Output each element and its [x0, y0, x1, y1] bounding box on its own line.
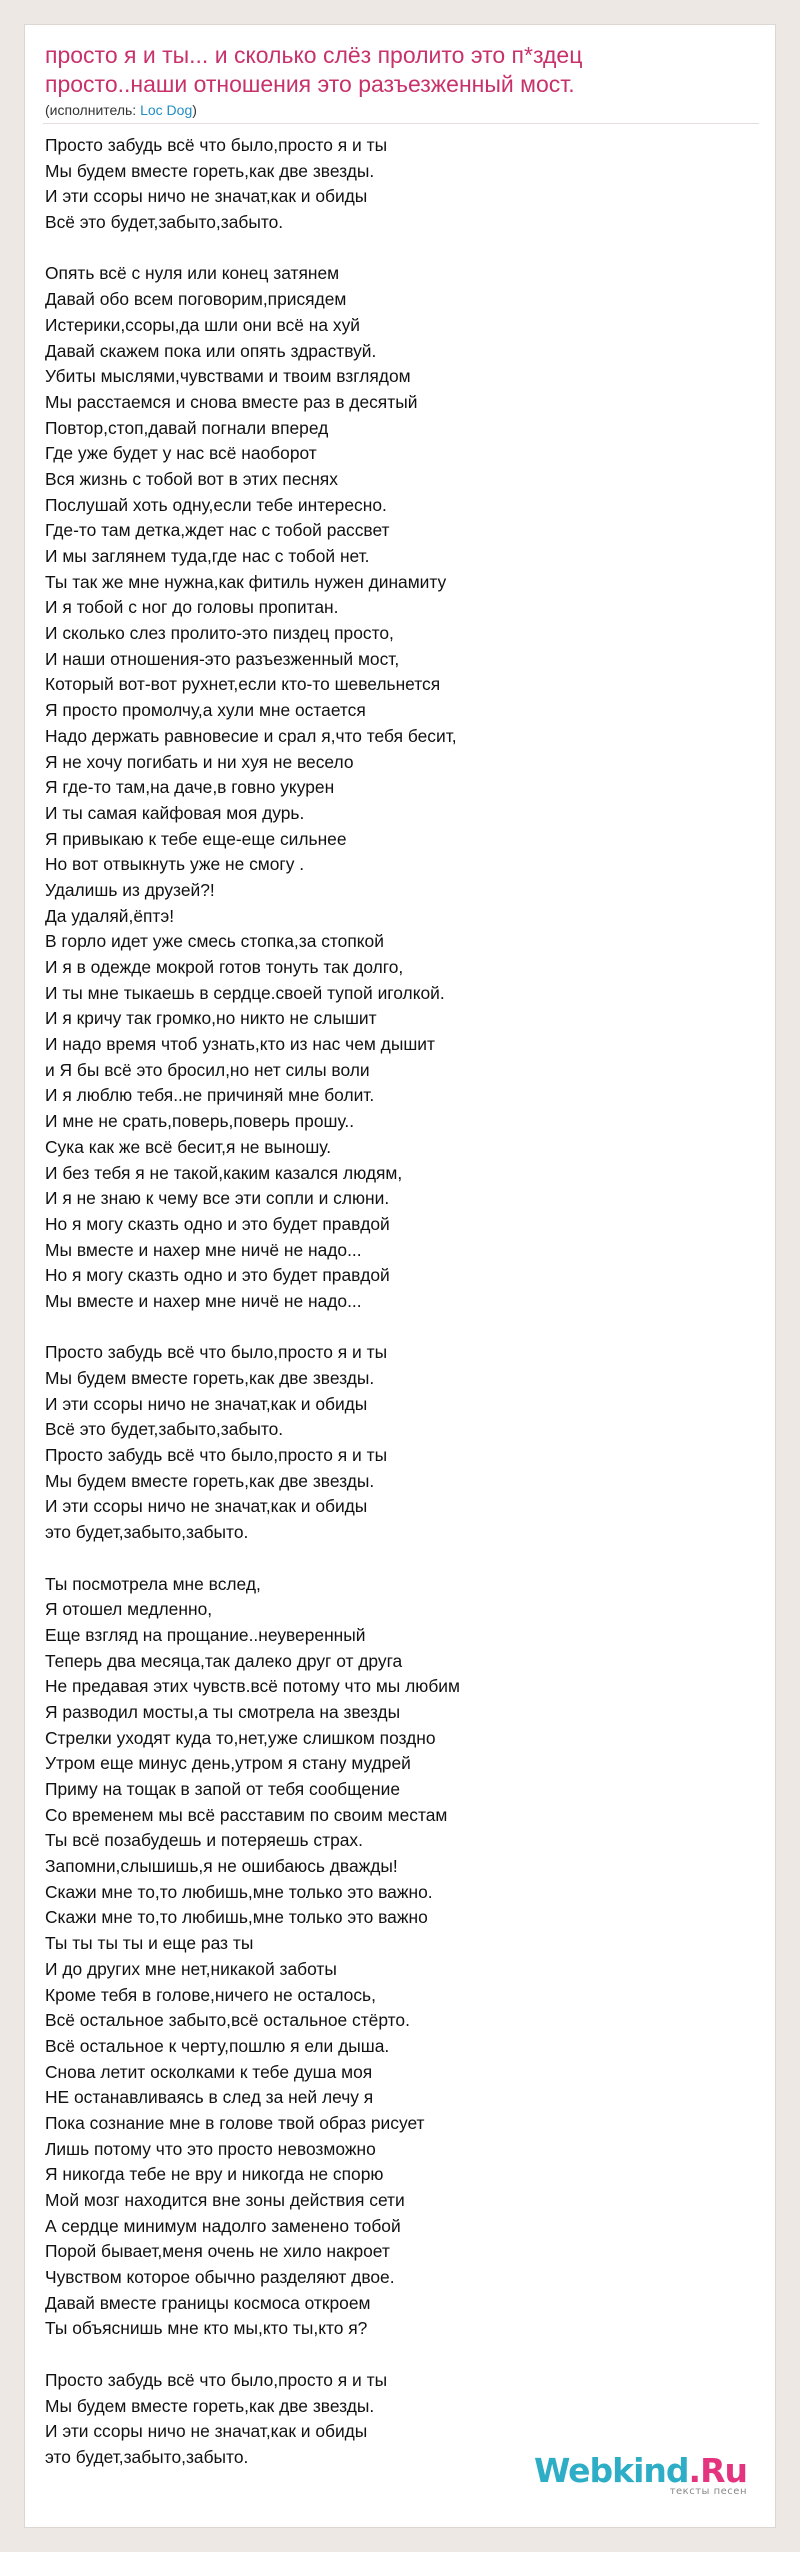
lyric-line: Послушай хоть одну,если тебе интересно. — [45, 494, 387, 515]
lyric-line: И надо время чтоб узнать,кто из нас чем дышит — [45, 1034, 435, 1055]
lyric-line: Не предавая этих чувств.всё потому что мы любим — [45, 1676, 460, 1697]
lyric-line: Давай обо всем поговорим,присядем — [45, 289, 347, 310]
lyric-line: И я люблю тебя..не причиняй мне болит. — [45, 1085, 375, 1106]
lyric-line: это будет,забыто,забыто. — [45, 1522, 249, 1543]
lyric-line: И эти ссоры ничо не значат,как и обиды — [45, 186, 368, 207]
lyric-line: Теперь два месяца,так далеко друг от друга — [45, 1650, 403, 1671]
lyric-line: Я где-то там,на даче,в говно укурен — [45, 777, 335, 798]
lyric-line: И без тебя я не такой,каким казался людям, — [45, 1162, 403, 1183]
artist-link[interactable]: Loc Dog — [140, 102, 193, 118]
title-line-1: просто я и ты... и сколько слёз пролито это п*здец — [45, 42, 583, 68]
stanza-break — [45, 1546, 757, 1572]
lyric-line: И я тобой с ног до головы пропитан. — [45, 597, 339, 618]
lyric-line: Скажи мне то,то любишь,мне только это важно — [45, 1907, 428, 1928]
lyric-line: И ты самая кайфовая моя дурь. — [45, 802, 305, 823]
stanza-break — [45, 1315, 757, 1341]
lyric-line: И мы заглянем туда,где нас с тобой нет. — [45, 546, 370, 566]
lyric-line: Но вот отвыкнуть уже не смогу . — [45, 854, 305, 875]
artist-suffix: ) — [192, 102, 197, 118]
lyric-line: Я разводил мосты,а ты смотрела на звезды — [45, 1701, 401, 1722]
lyric-line: И я не знаю к чему все эти сопли и слюни. — [45, 1188, 390, 1209]
lyric-line: Который вот-вот рухнет,если кто-то шевельнется — [45, 674, 441, 695]
lyric-line: Но я могу сказть одно и это будет правдой — [45, 1265, 390, 1286]
lyric-line: Давай скажем пока или опять здраствуй. — [45, 340, 377, 361]
site-logo[interactable] — [533, 2451, 747, 2497]
lyric-line: Давай вместе границы космоса откроем — [45, 2292, 371, 2313]
lyric-line: Просто забудь всё что было,просто я и ты — [45, 1342, 388, 1363]
lyric-line: НЕ останавливаясь в след за ней лечу я — [45, 2087, 374, 2108]
lyric-line: Снова летит осколками к тебе душа моя — [45, 2061, 373, 2082]
lyric-line: Где-то там детка,ждет нас с тобой рассвет — [45, 520, 390, 541]
page-title — [45, 41, 757, 99]
lyric-line: Всё это будет,забыто,забыто. — [45, 212, 284, 233]
lyric-line: И ты мне тыкаешь в сердце.своей тупой иголкой. — [45, 982, 445, 1003]
lyric-line: Просто забудь всё что было,просто я и ты — [45, 135, 388, 155]
lyric-line: Всё это будет,забыто,забыто. — [45, 1419, 284, 1440]
lyric-line: Сука как же всё бесит,я не выношу. — [45, 1136, 332, 1157]
lyric-line: Запомни,слышишь,я не ошибаюсь дважды! — [45, 1856, 398, 1877]
lyric-line: Утром еще минус день,утром я стану мудрей — [45, 1753, 411, 1774]
lyric-line: Я привыкаю к тебе еще-еще сильнее — [45, 828, 347, 849]
lyric-line: Я отошел медленно, — [45, 1599, 213, 1620]
lyric-line: Мой мозг находится вне зоны действия сети — [45, 2190, 405, 2210]
lyric-line: И я в одежде мокрой готов тонуть так долго, — [45, 957, 404, 977]
lyric-line: Пока сознание мне в голове твой образ рисует — [45, 2112, 425, 2133]
lyric-line: Повтор,стоп,давай погнали вперед — [45, 417, 329, 438]
lyric-line: Надо держать равновесие и срал я,что тебя бесит, — [45, 725, 457, 746]
lyric-line: И эти ссоры ничо не значат,как и обиды — [45, 1496, 368, 1517]
lyric-line: Лишь потому что это просто невозможно — [45, 2138, 376, 2159]
logo-wordmark: Webkind.Ru — [533, 2451, 747, 2490]
lyric-line: Ты объяснишь мне кто мы,кто ты,кто я? — [45, 2318, 368, 2339]
lyric-line: Вся жизнь с тобой вот в этих песнях — [45, 468, 338, 489]
lyric-line: Мы будем вместе гореть,как две звезды. — [45, 1368, 375, 1388]
lyric-line: И я кричу так громко,но никто не слышит — [45, 1008, 377, 1029]
stanza-break — [45, 236, 757, 262]
lyric-line: Всё остальное к черту,пошлю я ели дыша. — [45, 2035, 390, 2056]
lyric-line: Мы будем вместе гореть,как две звезды. — [45, 2395, 375, 2416]
title-line-2: просто..наши отношения это разъезженный мост. — [45, 71, 575, 97]
lyric-line: Мы вместе и нахер мне ничё не надо... — [45, 1239, 362, 1260]
lyric-line: Но я могу сказть одно и это будет правдой — [45, 1213, 390, 1234]
lyric-line: Стрелки уходят куда то,нет,уже слишком поздно — [45, 1727, 436, 1748]
lyric-line: Всё остальное забыто,всё остальное стёрто. — [45, 2010, 410, 2031]
lyric-line: И мне не срать,поверь,поверь прошу.. — [45, 1111, 355, 1132]
lyric-line: Мы будем вместе гореть,как две звезды. — [45, 160, 375, 181]
lyric-line: И сколько слез пролито-это пиздец просто, — [45, 623, 394, 644]
lyric-line: Опять всё с нуля или конец затянем — [45, 263, 340, 284]
lyric-line: Я никогда тебе не вру и никогда не спорю — [45, 2164, 384, 2185]
lyrics-card — [24, 24, 776, 2528]
lyric-line: Со временем мы всё расставим по своим местам — [45, 1804, 448, 1825]
lyrics-body — [45, 133, 757, 2471]
lyric-line: это будет,забыто,забыто. — [45, 2446, 249, 2467]
lyric-line: В горло идет уже смесь стопка,за стопкой — [45, 931, 384, 952]
lyric-line: Ты посмотрела мне вслед, — [45, 1573, 261, 1594]
header-divider — [43, 123, 759, 124]
lyric-line: Мы расстаемся и снова вместе раз в десятый — [45, 391, 418, 412]
lyric-line: Кроме тебя в голове,ничего не осталось, — [45, 1984, 376, 2005]
lyric-line: Да удаляй,ёптэ! — [45, 905, 175, 926]
lyric-line: Еще взгляд на прощание..неуверенный — [45, 1624, 366, 1645]
lyric-line: Просто забудь всё что было,просто я и ты — [45, 2369, 388, 2390]
lyric-line: Скажи мне то,то любишь,мне только это важно. — [45, 1881, 433, 1902]
lyric-line: Истерики,ссоры,да шли они всё на хуй — [45, 314, 361, 335]
lyric-line: Где уже будет у нас всё наоборот — [45, 443, 317, 464]
lyric-line: Приму на тощак в запой от тебя сообщение — [45, 1779, 401, 1799]
lyric-line: и Я бы всё это бросил,но нет силы воли — [45, 1059, 370, 1080]
lyric-line: И эти ссоры ничо не значат,как и обиды — [45, 1393, 368, 1414]
lyric-line: Порой бывает,меня очень не хило накроет — [45, 2241, 390, 2262]
lyric-line: Ты ты ты ты и еще раз ты — [45, 1933, 254, 1954]
lyric-line: Мы будем вместе гореть,как две звезды. — [45, 1470, 375, 1491]
lyric-line: Ты так же мне нужна,как фитиль нужен динамиту — [45, 571, 447, 592]
logo-tagline: тексты песен — [669, 2486, 747, 2497]
lyric-line: Убиты мыслями,чувствами и твоим взглядом — [45, 366, 411, 387]
stanza-break — [45, 2342, 757, 2368]
lyric-line: Ты всё позабудешь и потеряешь страх. — [45, 1830, 363, 1851]
lyric-line: Чувством которое обычно разделяют двое. — [45, 2267, 395, 2288]
lyric-line: И эти ссоры ничо не значат,как и обиды — [45, 2421, 368, 2442]
lyric-line: И наши отношения-это разъезженный мост, — [45, 648, 400, 669]
lyric-line: А сердце минимум надолго заменено тобой — [45, 2215, 401, 2236]
lyric-line: Я просто промолчу,а хули мне остается — [45, 700, 366, 721]
artist-credit — [45, 101, 197, 119]
lyric-line: Просто забудь всё что было,просто я и ты — [45, 1445, 388, 1466]
lyric-line: Мы вместе и нахер мне ничё не надо... — [45, 1290, 362, 1311]
lyric-line: Удалишь из друзей?! — [45, 879, 215, 900]
lyric-line: И до других мне нет,никакой заботы — [45, 1958, 337, 1979]
artist-prefix: (исполнитель: — [45, 102, 141, 118]
lyric-line: Я не хочу погибать и ни хуя не весело — [45, 751, 354, 772]
